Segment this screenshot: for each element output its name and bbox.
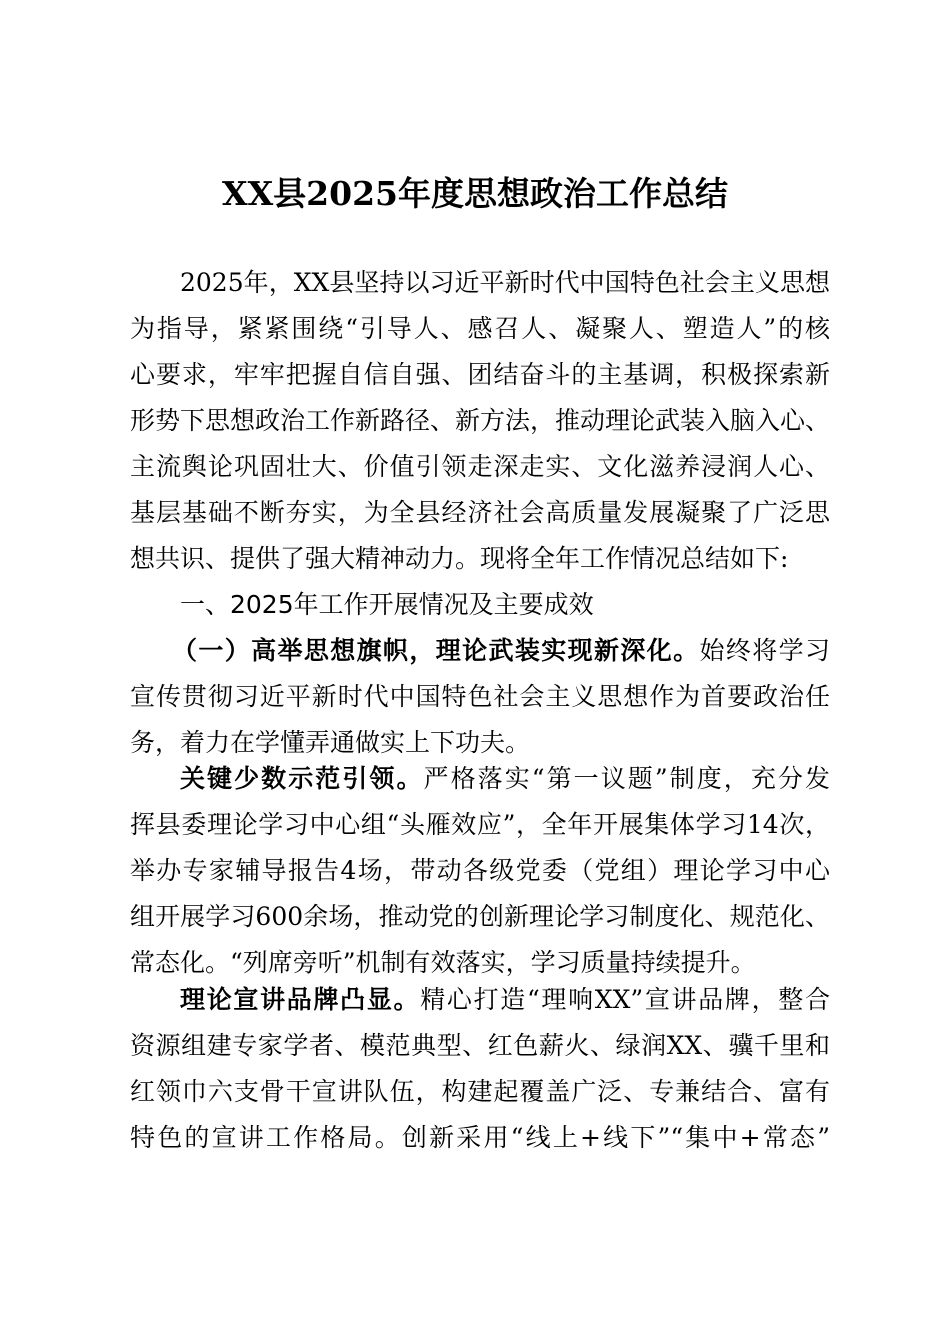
text-line: 资源组建专家学者、模范典型、红色薪火、绿润XX、骥千里和 xyxy=(130,1031,830,1060)
text-line: 宣传贯彻习近平新时代中国特色社会主义思想作为首要政治任 xyxy=(130,682,830,711)
text-line: 形势下思想政治工作新路径、新方法，推动理论武装入脑入心、 xyxy=(130,406,831,435)
paragraph-lead: 理论宣讲品牌凸显。 xyxy=(180,985,421,1014)
text-line: 特色的宣讲工作格局。创新采用“线上+线下”“集中+常态” xyxy=(130,1123,830,1152)
text-line: 红领巾六支骨干宣讲队伍，构建起覆盖广泛、专兼结合、富有 xyxy=(130,1077,830,1106)
text-line xyxy=(172,628,830,674)
text-line xyxy=(180,977,830,1023)
text-line: 为指导，紧紧围绕“引导人、感召人、凝聚人、塑造人”的核 xyxy=(130,314,830,343)
text-line: 务，着力在学懂弄通做实上下功夫。 xyxy=(130,728,531,757)
paragraph-lead: 关键少数示范引领。 xyxy=(180,764,424,793)
text-line: 基层基础不断夯实，为全县经济社会高质量发展凝聚了广泛思 xyxy=(130,498,830,527)
subsection-heading: （一）高举思想旗帜，理论武装实现新深化。 xyxy=(172,636,700,665)
section-heading: 一、2025年工作开展情况及主要成效 xyxy=(180,590,594,619)
document-title: XX县2025年度思想政治工作总结 xyxy=(221,174,729,213)
text-line: 心要求，牢牢把握自信自强、团结奋斗的主基调，积极探索新 xyxy=(130,360,830,389)
text-line: 常态化。“列席旁听”机制有效落实，学习质量持续提升。 xyxy=(130,948,756,977)
text-run: 始终将学习 xyxy=(699,636,830,665)
text-line: 举办专家辅导报告4场，带动各级党委（党组）理论学习中心 xyxy=(130,856,830,885)
text-run: 精心打造“理响XX”宣讲品牌，整合 xyxy=(420,985,830,1014)
text-line: 主流舆论巩固壮大、价值引领走深走实、文化滋养浸润人心、 xyxy=(130,452,830,481)
text-line: 挥县委理论学习中心组“头雁效应”，全年开展集体学习14次， xyxy=(130,810,830,839)
text-line: 组开展学习600余场，推动党的创新理论学习制度化、规范化、 xyxy=(130,902,830,931)
text-run: 严格落实“第一议题”制度，充分发 xyxy=(423,764,830,793)
text-line xyxy=(180,756,830,802)
text-line: 2025年，XX县坚持以习近平新时代中国特色社会主义思想 xyxy=(180,268,830,297)
text-line: 想共识、提供了强大精神动力。现将全年工作情况总结如下: xyxy=(130,544,789,573)
